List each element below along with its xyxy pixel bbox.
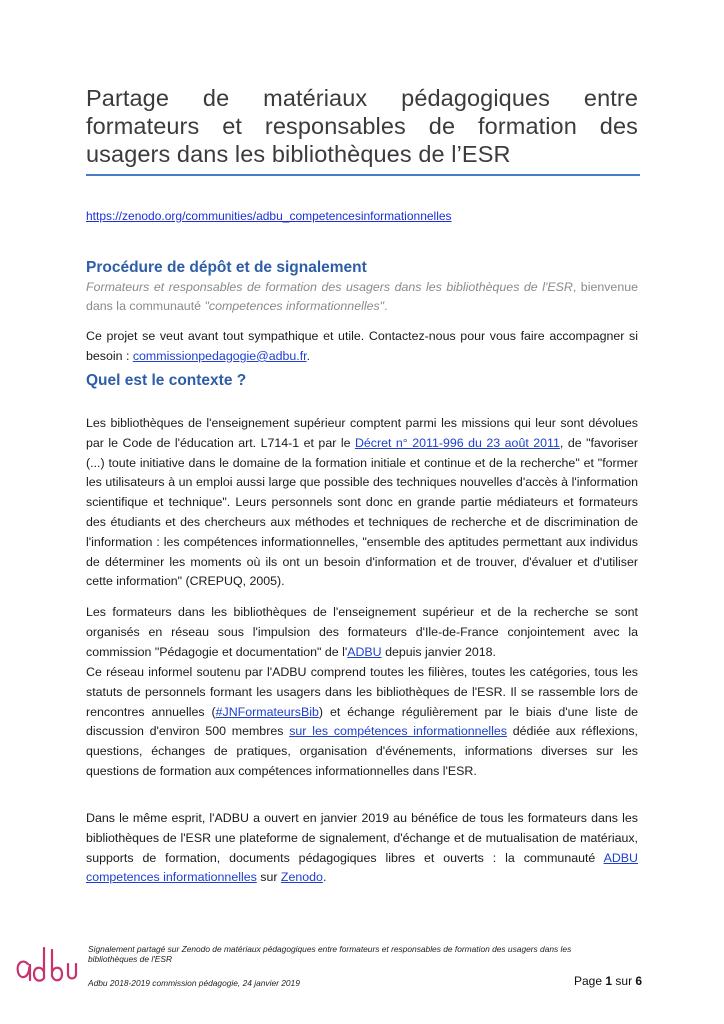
page-sep: sur xyxy=(615,974,633,988)
welcome-quote: "competences informationnelles" xyxy=(204,299,385,313)
p3-text-b: ) et échange régulièrement par le biais d'une liste de discussion d'environ 500 membres xyxy=(86,704,638,739)
title-underline xyxy=(86,174,640,176)
p4-text-c: . xyxy=(322,870,327,885)
welcome-paragraph xyxy=(86,278,638,316)
page-label: Page xyxy=(574,974,603,988)
p4-text-b: sur xyxy=(256,870,281,885)
page-number xyxy=(574,974,642,988)
adbu-logo xyxy=(14,942,80,984)
section-heading-context: Quel est le contexte ? xyxy=(86,372,247,389)
zenodo-link[interactable]: Zenodo xyxy=(280,870,323,885)
context-paragraph-4 xyxy=(86,809,638,888)
welcome-end: . xyxy=(384,299,388,313)
hashtag-link[interactable]: #JNFormateursBib xyxy=(215,704,319,719)
page-total: 6 xyxy=(635,974,643,988)
footer-description: Signalement partagé sur Zenodo de matériaux pédagogiques entre formateurs et responsables de formation des usagers dans les bibliothèques de l'ESR xyxy=(88,944,572,964)
p1-text-b: , de "favoriser (...) toute initiative dans le domaine de la formation initiale et continue et de la recherche" et "former les utilisateurs à un emploi aussi large que possible des techniques nouvelles d'accès à l'information scientifique et technique". Leurs personnels sont donc en grande partie médiateurs et formateurs des étudiants et des chercheurs aux méthodes et techniques de recherche et de discrimination de l'information : les compétences informationnelles, "ensemble des aptitudes permettant aux individus de déterminer les moments où ils ont un besoin d'information et de trouver, d'évaluer et d'utiliser cette information" (CREPUQ, 2005). xyxy=(86,435,638,589)
context-paragraph-1 xyxy=(86,414,638,592)
p2-text-a: Les formateurs dans les bibliothèques de l'enseignement supérieur et de la recherche se sont organisés en réseau sous l'impulsion des formateurs d'Ile-de-France conjointement avec la commission "Pédagogie et documentation" de l' xyxy=(86,605,638,659)
adbu-link[interactable]: ADBU xyxy=(347,644,382,659)
zenodo-community-link[interactable]: https://zenodo.org/communities/adbu_competencesinformationnelles xyxy=(86,209,452,223)
p4-text-a: Dans le même esprit, l'ADBU a ouvert en janvier 2019 au bénéfice de tous les formateurs dans les bibliothèques de l'ESR une plateforme de signalement, d'échange et de mutualisation de matériaux, supports de formation, documents pédagogiques libres et ouverts : la communauté xyxy=(86,811,638,865)
context-paragraph-2 xyxy=(86,603,638,662)
mailing-list-link[interactable]: sur les compétences informationnelles xyxy=(289,724,507,739)
p2-text-b: depuis janvier 2018. xyxy=(381,644,496,659)
section-heading-procedure: Procédure de dépôt et de signalement xyxy=(86,259,367,276)
contact-email-link[interactable]: commissionpedagogie@adbu.fr xyxy=(132,348,307,363)
community-link[interactable]: ADBU competences informationnelles xyxy=(86,850,638,885)
project-end: . xyxy=(306,348,311,363)
p3-text-c: dédiée aux réflexions, questions, échanges de pratiques, organisation d'événements, informations diverses sur les questions de formation aux compétences informationnelles dans l'ESR. xyxy=(86,724,638,778)
project-text: Ce projet se veut avant tout sympathique et utile. Contactez-nous pour vous faire accompagner si besoin : xyxy=(86,329,638,363)
welcome-italic: Formateurs et responsables de formation des usagers dans les bibliothèques de l'ESR xyxy=(86,280,573,294)
p3-text-a: Ce réseau informel soutenu par l'ADBU comprend toutes les filières, toutes les catégories, tous les statuts de personnels formant les usagers dans les bibliothèques de l'ESR. Il se rassemble lors de rencontres annuelles ( xyxy=(86,665,638,719)
page-current: 1 xyxy=(605,974,613,988)
footer-date: Adbu 2018-2019 commission pédagogie, 24 janvier 2019 xyxy=(88,978,300,988)
document-title: Partage de matériaux pédagogiques entre formateurs et responsables de formation des usagers dans les bibliothèques de l’ESR xyxy=(86,85,638,167)
welcome-text: , bienvenue dans la communauté xyxy=(86,280,638,313)
project-paragraph xyxy=(86,327,638,367)
decree-link[interactable]: Décret n° 2011-996 du 23 août 2011 xyxy=(354,435,560,450)
p1-text-a: Les bibliothèques de l'enseignement supérieur comptent parmi les missions qui leur sont dévolues par le Code de l'éducation art. L714-1 et par le xyxy=(86,416,638,450)
context-paragraph-3 xyxy=(86,663,638,782)
